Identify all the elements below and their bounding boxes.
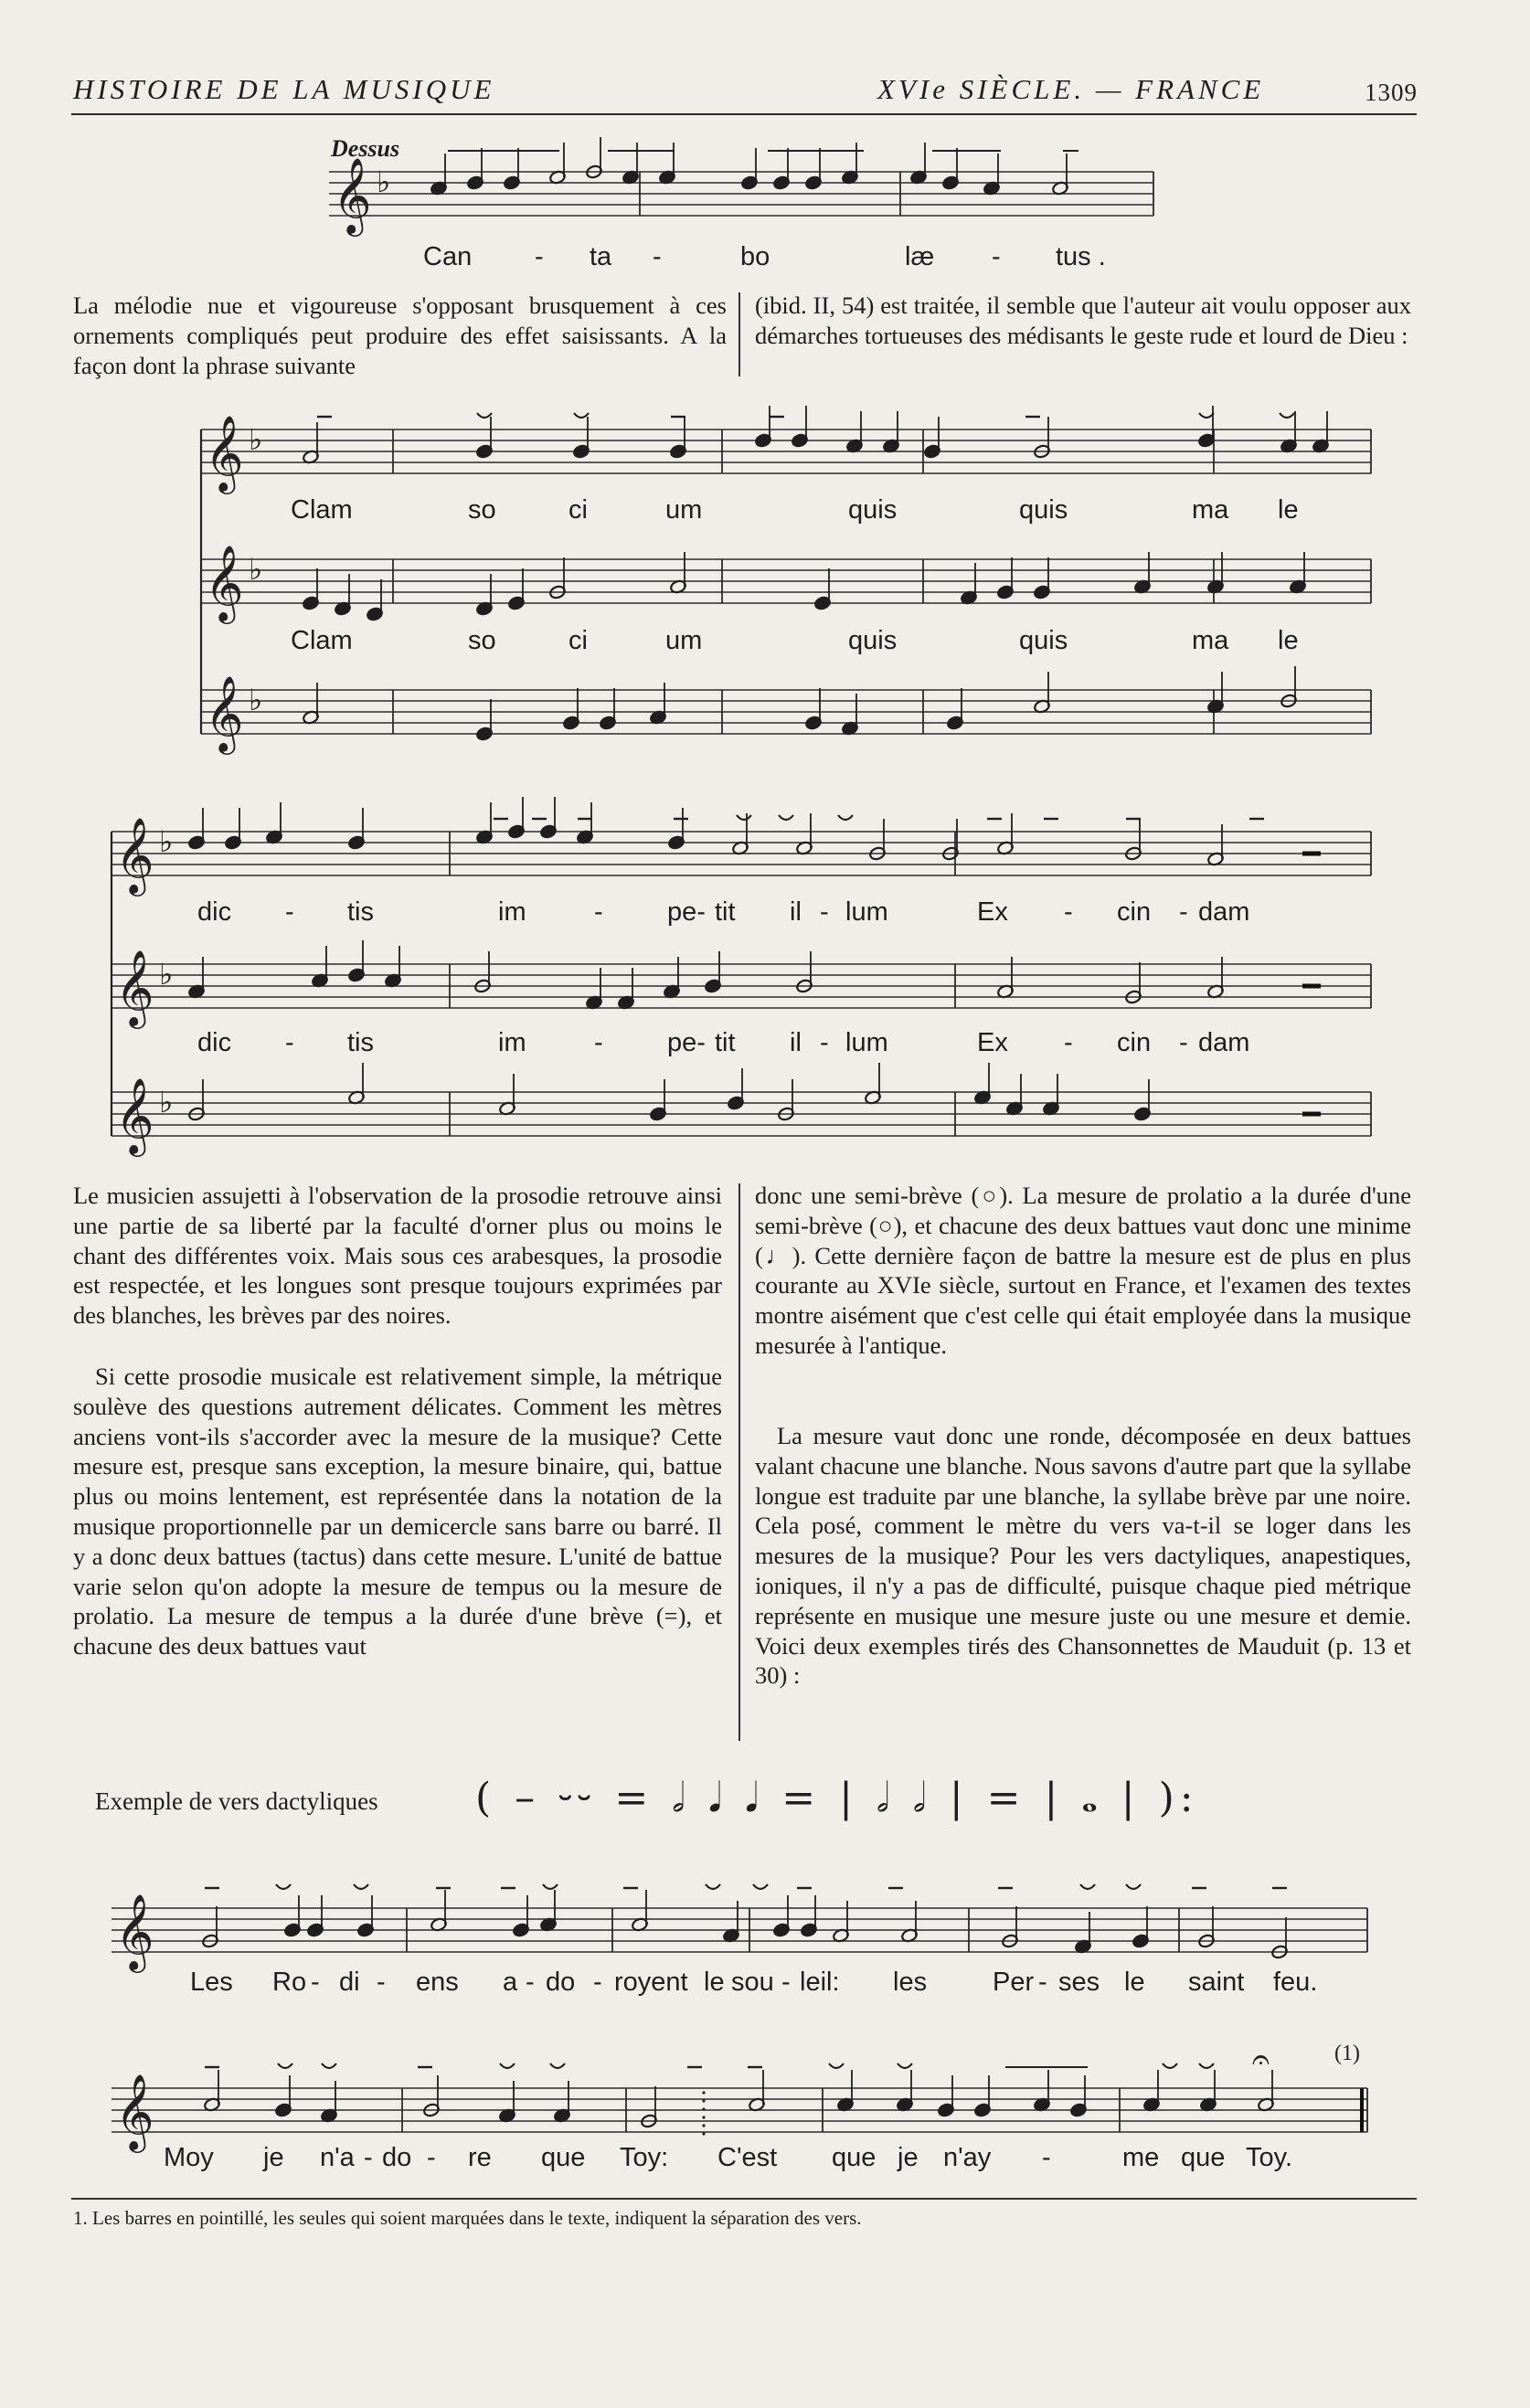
lyric-syllable: C'est bbox=[717, 2143, 778, 2172]
lyric-syllable: - bbox=[1038, 1968, 1047, 1997]
lyric-syllable: - bbox=[1042, 2143, 1051, 2172]
lyric-syllable: im bbox=[498, 897, 526, 927]
dactyl-rhythm-formula: ( – ⏑⏑ = 𝅗𝅥 𝅘𝅥 𝅘𝅥 = | 𝅗𝅥 𝅗𝅥 | = | 𝅝 | ): bbox=[475, 1775, 1199, 1821]
lyric-syllable: - bbox=[593, 1968, 602, 1997]
treble-clef-icon: 𝄞 bbox=[115, 1893, 154, 1969]
lyric-syllable: Ex bbox=[977, 897, 1008, 927]
lyric-syllable: le bbox=[1278, 626, 1299, 655]
lyric-syllable: - bbox=[526, 1968, 535, 1997]
footnote-rule bbox=[71, 2198, 1417, 2200]
lyric-syllable: les bbox=[893, 1968, 928, 1997]
short-syllable-mark bbox=[276, 1884, 291, 1889]
body-paragraph: Si cette prosodie musicale est relativement simple, la métrique soulève des questions autrement délicates. Comment les mètres anciens vont-ils s'accorder avec la mesure de la musique? Cette mesure est, presque sans exception, la mesure binaire, qui, battue plus ou moins lentement, est représentée dans la notation de la musique proportionnelle par un demicercle sans barre ou barré. Il y a donc deux battues (tactus) dans cette mesure. L'unité de battue varie selon qu'on adopte la mesure de tempus ou la mesure de prolatio. La mesure de tempus a la durée d'une brève (=), et chacune des deux battues vaut bbox=[73, 1363, 722, 1660]
treble-clef-icon: 𝄞 bbox=[333, 156, 372, 233]
dotted-barline bbox=[702, 2116, 705, 2118]
lyric-syllable: royent bbox=[614, 1968, 688, 1997]
short-syllable-mark bbox=[1080, 1884, 1095, 1889]
lyric-syllable: tis bbox=[347, 897, 374, 927]
lyric-syllable: dic bbox=[197, 1028, 232, 1057]
lyric-syllable: Toy: bbox=[620, 2143, 669, 2172]
lyric-syllable: ci bbox=[568, 495, 588, 525]
lyric-syllable: il bbox=[790, 897, 802, 927]
lyric-syllable: tit bbox=[715, 897, 736, 927]
running-header-right: XVIe SIÈCLE. — FRANCE bbox=[877, 73, 1265, 105]
dotted-barline bbox=[702, 2132, 705, 2135]
lyric-syllable: feu. bbox=[1273, 1968, 1318, 1997]
treble-clef-icon: 𝄞 bbox=[205, 414, 244, 491]
flat-key-signature-icon: ♭ bbox=[377, 164, 391, 199]
lyric-syllable: Per bbox=[993, 1968, 1035, 1997]
short-syllable-mark bbox=[779, 815, 793, 820]
flat-key-signature-icon: ♭ bbox=[159, 1085, 174, 1119]
short-syllable-mark bbox=[500, 2063, 515, 2068]
lyric-syllable: le bbox=[704, 1968, 725, 1997]
treble-clef-icon: 𝄞 bbox=[115, 1077, 154, 1153]
short-syllable-mark bbox=[574, 413, 589, 418]
lyric-syllable: lum bbox=[845, 1028, 888, 1057]
fermata-icon: 𝄐 bbox=[1252, 2042, 1270, 2078]
body-paragraph: donc une semi-brève (○). La mesure de prolatio a la durée d'une semi-brève (○), et chacune des deux battues vaut donc une minime (♩). Cette dernière façon de battre la mesure est de plus en plus courante au XVIe siècle, surtout en France, et l'examen des textes montre aisément que c'est celle qui était employée dans la musique mesurée à l'antique. bbox=[755, 1182, 1411, 1359]
lyric-syllable: Clam bbox=[291, 626, 353, 655]
short-syllable-mark bbox=[477, 413, 492, 418]
lyric-syllable: tis bbox=[347, 1028, 374, 1057]
lyric-syllable: tit bbox=[715, 1028, 736, 1057]
lyric-syllable: que bbox=[832, 2143, 877, 2172]
lyric-syllable: do bbox=[546, 1968, 576, 1997]
paragraph-melody-right: (ibid. II, 54) est traitée, il semble que l'auteur ait voulu opposer aux démarches tortueuses des médisants le geste rude et lourd de Dieu : bbox=[755, 292, 1411, 349]
dotted-barline bbox=[702, 2124, 705, 2127]
lyric-syllable: im bbox=[498, 1028, 526, 1057]
lyric-syllable: - bbox=[1179, 1028, 1188, 1057]
lyric-syllable: - bbox=[364, 2143, 373, 2172]
lyric-syllable: il bbox=[790, 1028, 802, 1057]
lyric-syllable: que bbox=[1181, 2143, 1226, 2172]
short-syllable-mark bbox=[829, 2063, 844, 2068]
short-syllable-mark bbox=[354, 1884, 368, 1889]
page-number: 1309 bbox=[1365, 79, 1418, 106]
lyric-syllable: re bbox=[468, 2143, 492, 2172]
lyric-syllable: ses bbox=[1058, 1968, 1100, 1997]
flat-key-signature-icon: ♭ bbox=[249, 683, 263, 717]
lyric-syllable: Toy. bbox=[1246, 2143, 1293, 2172]
lyric-syllable: n'a bbox=[320, 2143, 355, 2172]
short-syllable-mark bbox=[838, 815, 853, 820]
lyric-syllable: do bbox=[382, 2143, 412, 2172]
lyric-syllable: Ro bbox=[272, 1968, 307, 1997]
treble-clef-icon: 𝄞 bbox=[115, 949, 154, 1025]
short-syllable-mark bbox=[1280, 413, 1294, 418]
lyric-syllable: je bbox=[898, 2143, 919, 2172]
lyric-syllable: - bbox=[285, 1028, 294, 1057]
lyric-syllable: tus . bbox=[1056, 242, 1106, 271]
lyric-syllable: saint bbox=[1188, 1968, 1245, 1997]
dotted-barline bbox=[702, 2107, 705, 2110]
footnote-mark: (1) bbox=[1334, 2042, 1360, 2065]
body-paragraph: La mesure vaut donc une ronde, décomposée en deux battues valant chacune une blanche. Nous savons d'autre part que la syllabe longue est traduite par une blanche, la syllabe brève par une noire. Cela posé, comment le mètre du vers va-t-il se loger dans les mesures de la musique? Pour les vers dactyliques, anapestiques, ioniques, il n'y a pas de difficulté, puisque chaque pied métrique représente en musique une mesure juste ou une mesure et demie. Voici deux exemples tirés des Chansonnettes de Mauduit (p. 13 et 30) : bbox=[755, 1422, 1411, 1690]
short-syllable-mark bbox=[543, 1884, 558, 1889]
lyric-syllable: so bbox=[468, 626, 496, 655]
lyric-syllable: leil: bbox=[800, 1968, 840, 1997]
short-syllable-mark bbox=[1163, 2063, 1177, 2068]
lyric-syllable: Les bbox=[190, 1968, 233, 1997]
paragraph-melody-left: La mélodie nue et vigoureuse s'opposant brusquement à ces ornements compliqués peut produire des effet saisissants. A la façon dont la phrase suivante bbox=[73, 292, 727, 379]
short-syllable-mark bbox=[1199, 2063, 1214, 2068]
lyric-syllable: ens bbox=[416, 1968, 459, 1997]
lyric-syllable: n'ay bbox=[943, 2143, 992, 2172]
lyric-syllable: - bbox=[1064, 897, 1073, 927]
treble-clef-icon: 𝄞 bbox=[115, 2073, 154, 2149]
lyric-syllable: quis bbox=[848, 495, 898, 525]
short-syllable-mark bbox=[706, 1884, 720, 1889]
lyric-syllable: a bbox=[503, 1968, 518, 1997]
short-syllable-mark bbox=[550, 2063, 565, 2068]
column-divider bbox=[738, 1183, 740, 1741]
lyric-syllable: bo bbox=[740, 242, 770, 271]
lyric-syllable: me bbox=[1122, 2143, 1160, 2172]
lyric-syllable: - bbox=[820, 897, 829, 927]
lyric-syllable: ma bbox=[1192, 495, 1229, 525]
lyric-syllable: - bbox=[594, 897, 603, 927]
lyric-syllable: ta bbox=[590, 242, 612, 271]
lyric-syllable: Clam bbox=[291, 495, 353, 525]
short-syllable-mark bbox=[753, 1884, 768, 1889]
lyric-syllable: quis bbox=[1019, 495, 1068, 525]
lyric-syllable: Can bbox=[423, 242, 473, 271]
lyric-syllable: - bbox=[820, 1028, 829, 1057]
short-syllable-mark bbox=[737, 815, 751, 820]
flat-key-signature-icon: ♭ bbox=[249, 422, 263, 457]
lyric-syllable: que bbox=[541, 2143, 586, 2172]
short-syllable-mark bbox=[322, 2063, 336, 2068]
lyric-syllable: quis bbox=[848, 626, 898, 655]
lyric-syllable: Moy bbox=[164, 2143, 214, 2172]
dactyl-example-label: Exemple de vers dactyliques bbox=[95, 1787, 378, 1815]
lyric-syllable: dic bbox=[197, 897, 232, 927]
lyric-syllable: - bbox=[781, 1968, 791, 1997]
lyric-syllable: le bbox=[1124, 1968, 1145, 1997]
dotted-barline bbox=[702, 2091, 705, 2094]
lyric-syllable: lum bbox=[845, 897, 888, 927]
lyric-syllable: dam bbox=[1198, 1028, 1250, 1057]
lyric-syllable: - bbox=[653, 242, 662, 271]
lyric-syllable: quis bbox=[1019, 626, 1068, 655]
lyric-syllable: - bbox=[992, 242, 1001, 271]
lyric-syllable: um bbox=[665, 495, 703, 525]
lyric-syllable: - bbox=[311, 1968, 320, 1997]
body-paragraph: Le musicien assujetti à l'observation de la prosodie retrouve ainsi une partie de sa liberté par la faculté d'orner plus ou moins le chant des différentes voix. Mais sous ces arabesques, la prosodie est respectée, et les longues sont presque toujours exprimées par des blanches, les brèves par des noires. bbox=[73, 1182, 722, 1330]
flat-key-signature-icon: ♭ bbox=[159, 824, 174, 859]
lyric-syllable: um bbox=[665, 626, 703, 655]
lyric-syllable: - bbox=[1064, 1028, 1073, 1057]
short-syllable-mark bbox=[898, 2063, 912, 2068]
lyric-syllable: - bbox=[594, 1028, 603, 1057]
flat-key-signature-icon: ♭ bbox=[249, 552, 263, 587]
flat-key-signature-icon: ♭ bbox=[159, 957, 174, 992]
lyric-syllable: cin bbox=[1117, 897, 1152, 927]
lyric-syllable: - bbox=[427, 2143, 436, 2172]
treble-clef-icon: 𝄞 bbox=[205, 544, 244, 621]
lyric-syllable: ci bbox=[568, 626, 588, 655]
short-syllable-mark bbox=[1199, 413, 1214, 418]
lyric-syllable: - bbox=[535, 242, 544, 271]
lyric-syllable: je bbox=[263, 2143, 284, 2172]
lyric-syllable: so bbox=[468, 495, 496, 525]
lyric-syllable: læ bbox=[905, 242, 935, 271]
lyric-syllable: pe- bbox=[667, 1028, 706, 1057]
short-syllable-mark bbox=[1126, 1884, 1141, 1889]
lyric-syllable: di bbox=[339, 1968, 360, 1997]
dotted-barline bbox=[702, 2099, 705, 2102]
lyric-syllable: pe- bbox=[667, 897, 706, 927]
short-syllable-mark bbox=[278, 2063, 292, 2068]
lyric-syllable: Ex bbox=[977, 1028, 1008, 1057]
lyric-syllable: - bbox=[377, 1968, 386, 1997]
lyric-syllable: dam bbox=[1198, 897, 1250, 927]
lyric-syllable: - bbox=[285, 897, 294, 927]
lyric-syllable: cin bbox=[1117, 1028, 1152, 1057]
treble-clef-icon: 𝄞 bbox=[205, 674, 244, 751]
treble-clef-icon: 𝄞 bbox=[115, 816, 154, 893]
lyric-syllable: ma bbox=[1192, 626, 1229, 655]
voice-label-dessus: Dessus bbox=[331, 135, 400, 162]
lyric-syllable: - bbox=[1179, 897, 1188, 927]
lyric-syllable: sou bbox=[731, 1968, 774, 1997]
footnote: 1. Les barres en pointillé, les seules qui soient marquées dans le texte, indiquent la séparation des vers. bbox=[73, 2207, 862, 2229]
running-header-left: HISTOIRE DE LA MUSIQUE bbox=[73, 73, 495, 105]
column-divider bbox=[738, 292, 740, 377]
lyric-syllable: le bbox=[1278, 495, 1299, 525]
